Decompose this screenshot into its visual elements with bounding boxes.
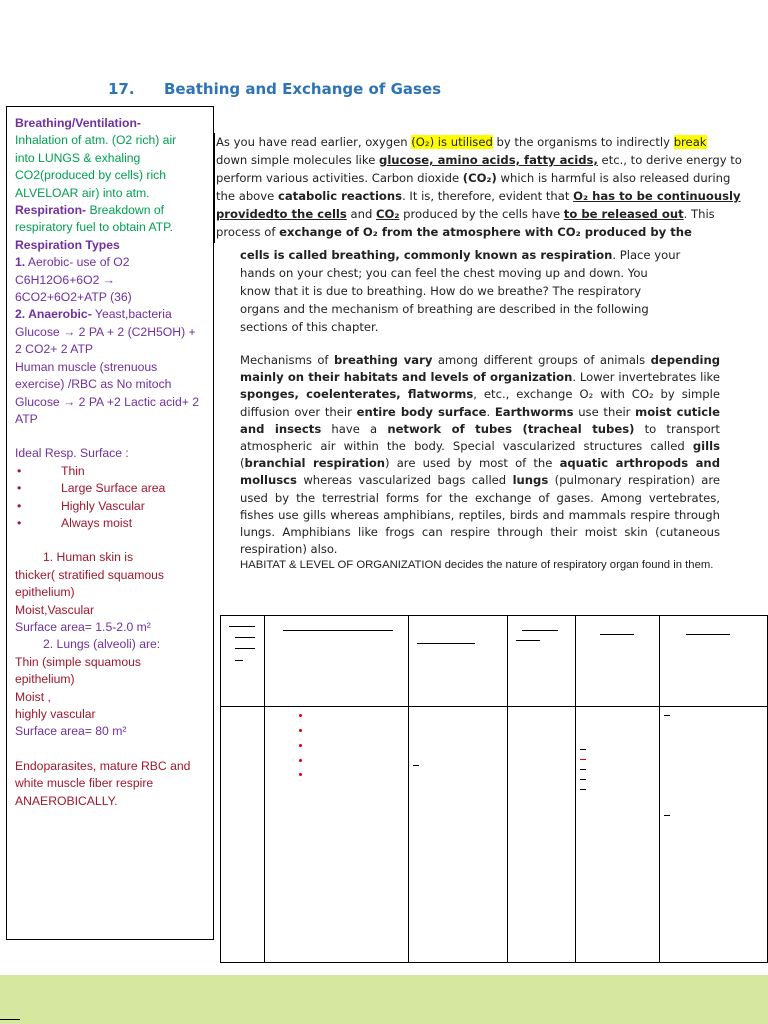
text-run: down simple molecules like — [216, 153, 380, 167]
text-run: perform various activities. Carbon dioxide — [216, 171, 463, 185]
ideal-surface-label: Large Surface area — [61, 481, 166, 496]
skin-surface-area: Surface area= 1.5-2.0 m² — [15, 619, 151, 634]
emphasis-catabolic: catabolic reactions — [277, 189, 403, 203]
skin-line: Moist,Vascular — [15, 602, 95, 617]
respiration-heading: Respiration- — [15, 203, 87, 218]
emphasis-co2: (CO₂) — [462, 171, 497, 185]
respiration-text: respiratory fuel to obtain ATP. — [15, 220, 174, 235]
text-line: hands on your chest; you can feel the chest moving up and down. You — [240, 266, 648, 280]
emphasis-continuous: O₂ has to be continuously — [573, 189, 741, 203]
table-row — [221, 707, 768, 963]
aerobic-equation: 6CO2+6O2+ATP (36) — [15, 290, 132, 305]
text-line: know that it is due to breathing. How do we breathe? The respiratory — [240, 284, 642, 298]
emphasis-exchange: exchange of O₂ from the atmosphere with CO₂ produced by the — [279, 225, 692, 239]
aerobic-number: 1. — [15, 255, 26, 270]
ideal-surface-item — [15, 498, 207, 515]
table-cell — [409, 616, 508, 707]
ideal-surface-label: Thin — [61, 463, 85, 478]
anaerobic-text: Yeast,bacteria — [91, 307, 172, 322]
endoparasite-line: ANAEROBICALLY. — [15, 793, 118, 808]
ideal-surface-item — [15, 515, 207, 532]
bullet-icon: • — [17, 515, 22, 530]
endoparasite-line: white muscle fiber respire — [15, 776, 154, 791]
emphasis-breathing: cells is called breathing, commonly known as respiration — [240, 248, 613, 262]
breathing-line: into LUNGS & exhaling — [15, 150, 141, 165]
bullet-icon: • — [17, 463, 22, 478]
table-cell — [576, 616, 660, 707]
text-line: organs and the mechanism of breathing are described in the following — [240, 302, 649, 316]
chapter-number: 17. — [108, 80, 135, 98]
page-footer-band — [0, 975, 768, 1024]
anaerobic-line: 2 CO2+ 2 ATP — [15, 342, 94, 357]
breathing-line: CO2(produced by cells) rich — [15, 168, 167, 183]
bullet-icon: • — [17, 498, 22, 513]
ideal-surface-heading: Ideal Resp. Surface : — [15, 446, 129, 461]
emphasis-co2: CO₂ — [376, 207, 400, 221]
lungs-line: epithelium) — [15, 672, 75, 687]
breathing-heading: Breathing/Ventilation- — [15, 116, 141, 130]
table-cell — [576, 707, 660, 963]
ideal-surface-label: Highly Vascular — [61, 498, 145, 513]
anaerobic-heading: 2. Anaerobic- — [15, 307, 92, 322]
anaerobic-line: Human muscle (strenuous — [15, 359, 158, 374]
text-run: and — [346, 207, 376, 221]
comparison-table — [220, 615, 768, 963]
table-header-row — [221, 616, 768, 707]
ideal-surface-item — [15, 463, 207, 480]
endoparasite-line: Endoparasites, mature RBC and — [15, 758, 191, 773]
anaerobic-line: ATP — [15, 411, 38, 426]
aerobic-equation: C6H12O6+6O2 → — [15, 272, 115, 287]
ideal-surface-label: Always moist — [61, 515, 133, 530]
respiration-text: Breakdown of — [86, 203, 165, 218]
mechanisms-paragraph: Mechanisms of breathing vary among different groups of animals depending mainly on their habitats and levels of organization. Lower invertebrates like sponges, coelenterates, flatworms, etc., exchange O₂ with CO₂ by simple diffusion over their entire body surface. Earthworms use their moist cuticle and insects have a network of tubes (tracheal tubes) to transport atmospheric air within the body. Special vascularized structures called gills (branchial respiration) are used by most of the aquatic arthropods and molluscs whereas vascularized bags called lungs (pulmonary respiration) are used by the terrestrial forms for the exchange of gases. Among vertebrates, fishes use gills whereas amphibians, reptiles, birds and mammals respire through lungs. Amphibians like frogs can respire through their moist skin (cutaneous respiration) also. — [240, 353, 721, 557]
skin-line: thicker( stratified squamous — [15, 567, 165, 582]
chapter-title: Beathing and Exchange of Gases — [164, 80, 442, 98]
habitat-note: HABITAT & LEVEL OF ORGANIZATION decides the nature of respiratory organ found in them. — [240, 559, 714, 571]
lungs-line: Moist , — [15, 689, 51, 704]
emphasis-molecules: glucose, amino acids, fatty acids, — [379, 153, 598, 167]
text-run: . This — [683, 207, 715, 221]
aerobic-text: Aerobic- use of O2 — [25, 255, 130, 270]
table-cell — [265, 616, 409, 707]
margin-line — [214, 133, 215, 243]
emphasis-provided: providedto the cells — [216, 207, 347, 221]
text-run: . Place your — [612, 248, 681, 262]
table-cell — [221, 616, 265, 707]
anaerobic-line: Glucose → 2 PA +2 Lactic acid+ 2 — [15, 394, 200, 409]
respiration-types-heading: Respiration Types — [15, 237, 120, 252]
breathing-line: ALVELOAR air) into atm. — [15, 185, 150, 200]
skin-heading: 1. Human skin is — [43, 550, 134, 565]
text-run: . It is, therefore, evident that — [402, 189, 574, 203]
text-line: sections of this chapter. — [240, 320, 379, 334]
anaerobic-line: exercise) /RBC as No mitoch — [15, 377, 172, 392]
lungs-line: highly vascular — [15, 707, 96, 721]
lungs-line: Thin (simple squamous — [15, 654, 141, 669]
highlight-oxygen: (O₂) is utilised — [411, 135, 493, 149]
bullet-icon: • — [17, 481, 22, 496]
table-cell — [508, 616, 576, 707]
breathing-paragraph — [240, 246, 760, 336]
ideal-surface-item — [15, 480, 207, 497]
breathing-line: Inhalation of atm. (O2 rich) air — [15, 133, 177, 148]
intro-paragraph — [216, 133, 768, 241]
table-cell — [221, 707, 265, 963]
text-run: by the organisms to indirectly — [492, 135, 674, 149]
anaerobic-line: Glucose → 2 PA + 2 (C2H5OH) + — [15, 324, 196, 339]
text-run: As you have read earlier, oxygen — [216, 135, 412, 149]
text-run: process of — [216, 225, 280, 239]
text-run: produced by the cells have — [399, 207, 564, 221]
text-run: the above — [216, 189, 278, 203]
lungs-heading: 2. Lungs (alveoli) are: — [43, 637, 161, 652]
skin-line: epithelium) — [15, 585, 75, 600]
table-cell — [660, 707, 768, 963]
lungs-surface-area: Surface area= 80 m² — [15, 724, 127, 739]
emphasis-released: to be released out — [563, 207, 684, 221]
text-run: etc., to derive energy to — [597, 153, 742, 167]
table-cell — [660, 616, 768, 707]
table-cell — [409, 707, 508, 963]
footer-mark — [0, 1019, 20, 1020]
table-cell — [265, 707, 409, 963]
highlight-break: break — [673, 135, 707, 149]
table-cell — [508, 707, 576, 963]
text-run: which is harmful is also released during — [496, 171, 731, 185]
sidebar-notes — [6, 106, 214, 940]
chapter-heading — [108, 80, 441, 98]
